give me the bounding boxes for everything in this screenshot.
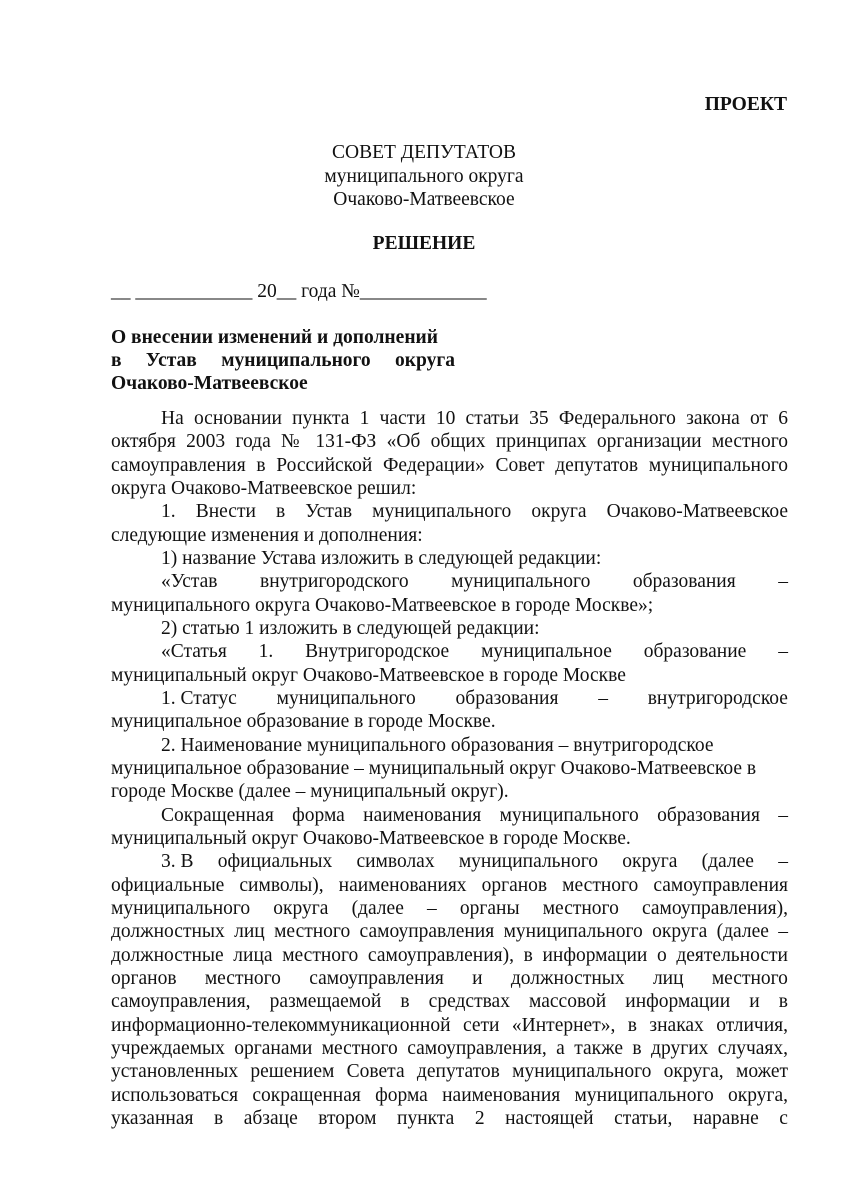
body-line bbox=[111, 570, 788, 593]
body-line: октября 2003 года № 131-ФЗ «Об общих принципах организации местного bbox=[111, 431, 788, 452]
word: Внутригородское bbox=[305, 641, 450, 662]
word: настоящей bbox=[505, 1108, 594, 1129]
body-line: муниципального округа (далее – органы местного самоуправления), bbox=[111, 898, 788, 919]
word: муниципального bbox=[276, 688, 416, 709]
word: лиц bbox=[652, 968, 684, 989]
body-line: использоваться сокращенная форма наименования муниципального округа, bbox=[111, 1085, 788, 1106]
word: образования bbox=[632, 571, 736, 592]
word: образования bbox=[455, 688, 559, 709]
body-line bbox=[111, 687, 788, 710]
body-line: На основании пункта 1 части 10 статьи 35 Федерального закона от 6 bbox=[161, 408, 788, 429]
word: символах bbox=[356, 851, 435, 872]
council-title: СОВЕТ ДЕПУТАТОВ bbox=[332, 142, 516, 163]
body-line: муниципальный округ Очаково-Матвеевское в городе Москве bbox=[111, 665, 626, 686]
word: внутригородское bbox=[647, 688, 788, 709]
subject-line-3: Очаково-Матвеевское bbox=[111, 373, 308, 394]
project-mark: ПРОЕКТ bbox=[704, 94, 787, 115]
document-type: РЕШЕНИЕ bbox=[372, 233, 476, 254]
body-line: городе Москве (далее – муниципальный округ). bbox=[111, 781, 509, 802]
word: с bbox=[779, 1108, 788, 1129]
body-line bbox=[111, 967, 788, 990]
subject-word: округа bbox=[395, 350, 455, 371]
body-line: муниципальный округ Очаково-Матвеевское в городе Москве. bbox=[111, 828, 631, 849]
body-line: округа Очаково-Матвеевское решил: bbox=[111, 478, 417, 499]
word: самоуправления bbox=[309, 968, 444, 989]
body-line: Сокращенная форма наименования муниципального образования – bbox=[161, 805, 788, 826]
word: 1. Статус bbox=[161, 688, 237, 709]
body-line bbox=[111, 640, 788, 663]
body-line bbox=[111, 850, 788, 873]
word: муниципального bbox=[451, 571, 591, 592]
word: наравне bbox=[692, 1108, 759, 1129]
body-line bbox=[111, 1107, 788, 1130]
word: муниципального bbox=[458, 851, 599, 872]
body-line: 2. Наименование муниципального образования – внутригородское bbox=[161, 735, 714, 756]
word: пункта bbox=[397, 1108, 455, 1129]
word: муниципальное bbox=[481, 641, 612, 662]
word: «Статья bbox=[161, 641, 227, 662]
word: в bbox=[213, 1108, 224, 1129]
word: местного bbox=[711, 968, 788, 989]
word: округа bbox=[622, 851, 678, 872]
word: – bbox=[598, 688, 608, 709]
word: и bbox=[472, 968, 483, 989]
date-number-line: __ ____________ 20__ года №_____________ bbox=[111, 281, 487, 302]
body-line: учреждаемых органами местного самоуправления, а также в других случаях, bbox=[111, 1038, 788, 1059]
word: – bbox=[778, 571, 788, 592]
body-line: муниципального округа Очаково-Матвеевское в городе Москве»; bbox=[111, 595, 654, 616]
council-subtitle: муниципального округа bbox=[324, 166, 524, 187]
word: втором bbox=[318, 1108, 377, 1129]
subject-line-1: О внесении изменений и дополнений bbox=[111, 327, 439, 348]
word: официальных bbox=[217, 851, 333, 872]
subject-word: в bbox=[111, 350, 122, 371]
body-line: следующие изменения и дополнения: bbox=[111, 525, 423, 546]
word: 3. В bbox=[161, 851, 194, 872]
council-district: Очаково-Матвеевское bbox=[333, 189, 515, 210]
body-line: муниципальное образование в городе Москве. bbox=[111, 711, 496, 732]
word: – bbox=[778, 851, 788, 872]
word: должностных bbox=[510, 968, 625, 989]
body-line: 1) название Устава изложить в следующей редакции: bbox=[161, 548, 602, 569]
word: абзаце bbox=[243, 1108, 298, 1129]
subject-word: муниципального bbox=[221, 350, 371, 371]
body-line: должностных лиц местного самоуправления муниципального округа (далее – bbox=[111, 921, 788, 942]
body-line: самоуправления в Российской Федерации» Совет депутатов муниципального bbox=[111, 455, 788, 476]
body-line: должностные лица местного самоуправления), в информации о деятельности bbox=[111, 945, 788, 966]
body-line: 2) статью 1 изложить в следующей редакции: bbox=[161, 618, 540, 639]
word: внутригородского bbox=[260, 571, 409, 592]
body-line: официальные символы), наименованиях органов местного самоуправления bbox=[111, 875, 788, 896]
body-line: установленных решением Совета депутатов муниципального округа, может bbox=[111, 1061, 788, 1082]
body-line: муниципальное образование – муниципальный округ Очаково-Матвеевское в bbox=[111, 758, 757, 779]
body-line: информационно-телекоммуникационной сети «Интернет», в знаках отличия, bbox=[111, 1015, 788, 1036]
word: 2 bbox=[474, 1108, 485, 1129]
word: – bbox=[778, 641, 788, 662]
subject-word: Устав bbox=[145, 350, 197, 371]
word: статьи, bbox=[614, 1108, 673, 1129]
word: местного bbox=[204, 968, 281, 989]
word: образование bbox=[643, 641, 747, 662]
word: 1. bbox=[258, 641, 274, 662]
word: «Устав bbox=[161, 571, 218, 592]
body-line: самоуправления, размещаемой в средствах массовой информации и в bbox=[111, 991, 788, 1012]
word: (далее bbox=[701, 851, 754, 872]
body-line: 1. Внести в Устав муниципального округа Очаково-Матвеевское bbox=[161, 501, 788, 522]
word: органов bbox=[111, 968, 177, 989]
subject-line-2 bbox=[111, 350, 455, 372]
word: указанная bbox=[111, 1108, 194, 1129]
